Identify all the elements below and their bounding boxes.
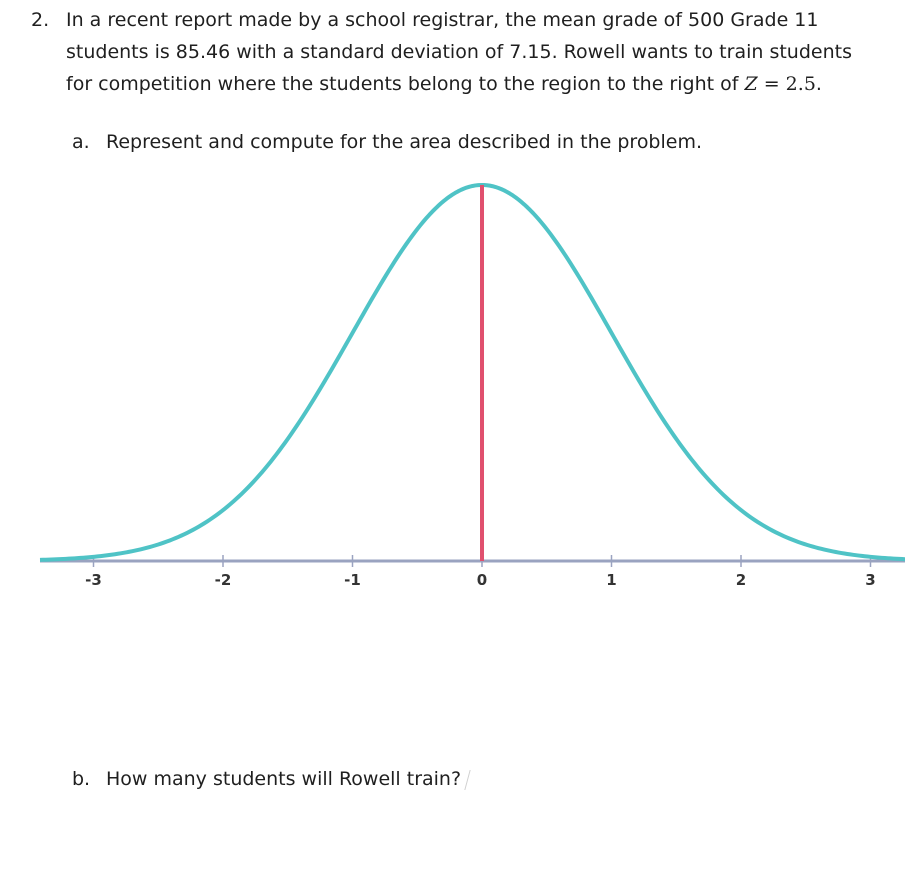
- x-tick-label: -3: [85, 571, 102, 589]
- x-axis-tick-labels: [85, 571, 876, 589]
- x-tick-label: 3: [865, 571, 876, 589]
- problem-number: 2.: [31, 9, 50, 31]
- x-tick-label: 2: [735, 571, 747, 589]
- x-tick-label: 1: [606, 571, 617, 589]
- normal-curve: [40, 185, 905, 560]
- z-equation: = 2.5: [757, 73, 816, 95]
- x-tick-label: 0: [476, 571, 488, 589]
- part-b-question: [72, 763, 468, 795]
- x-tick-label: -1: [344, 571, 361, 589]
- problem-text-end: .: [815, 73, 822, 95]
- part-b-letter: b.: [72, 768, 91, 790]
- part-a-text: Represent and compute for the area described in the problem.: [106, 131, 703, 153]
- x-tick-label: -2: [214, 571, 232, 589]
- part-b-text: How many students will Rowell train?: [106, 768, 462, 790]
- z-variable: Z: [744, 73, 758, 95]
- problem-text-main: In a recent report made by a school registrar, the mean grade of 500 Grade 11 students is 85.46 with a standard deviation of 7.15. Rowell wants to train students for competition where the students belong to the region to the right of: [66, 9, 852, 95]
- part-a-letter: a.: [72, 131, 90, 153]
